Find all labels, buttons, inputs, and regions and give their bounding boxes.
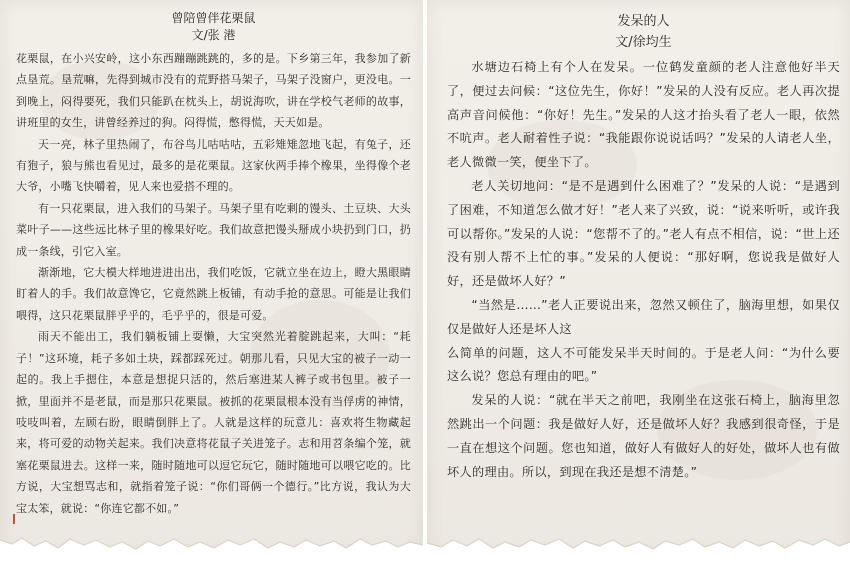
article-title: 发呆的人 [617,14,670,29]
paragraph: 雨天不能出工，我们躺板铺上耍懒，大宝突然光着腚跳起来，大叫：“耗子！”这环境，耗子多如土块，踩都踩死过。朝那儿看，只见大宝的被子一动一起的。我上手摁住，本意是想捉只活的，然后塞进某人裤子或书包里。被子一掀，里面并不是老鼠，而是那只花栗鼠。被抓的花栗鼠根本没有当俘虏的神情，吱吱叫着，左顾右盼，眼睛倒胖上了。人就是这样的玩意儿：喜欢将生物藏起来，将可爱的动物关起来。我们决意将花鼠子关进笼子。志和用苕条编个笼，就塞花栗鼠进去。这样一来，随时随地可以逗它玩它，随时随地可以喂它吃的。比方说，大宝想骂志和，就指着笼子说：“你们哥俩一个德行。”比方说，我认为大宝太笨，就说：“你连它都不如。” [16,330,411,515]
article-title: 曾陪曾伴花栗鼠 [171,11,256,25]
paragraph: 花栗鼠，在小兴安岭，这小东西蹦蹦跳跳的，多的是。下乡第三年，我参加了新点垦荒。垦荒嘛，先得到城市没有的荒野搭马架子，马架子没窗户，更没电。一到晚上，闷得要死，我们只能趴在枕头上，胡说海吹，讲在学校气老师的故事，讲班里的女生，讲曾经养过的狗。闷得慌，憋得慌，天天如是。 [16,52,411,130]
paragraph: 天一亮，林子里热闹了，布谷鸟儿咕咕咕，五彩雉雉忽地飞起，有兔子，还有狍子，狼与熊也看见过，最多的是花栗鼠。这家伙两手捧个橡果，坐得像个老大爷，小嘴飞快嚼着，见人来也爱搭不理的。 [16,137,411,194]
paragraph: 有一只花栗鼠，进入我们的马架子。马架子里有吃剩的馒头、土豆块、大头菜叶子——这些远比林子里的橡果好吃。我们故意把馒头掰成小块扔到门口，扔成一条线，引它入室。 [16,201,411,258]
paragraph: 么简单的问题，这人不可能发呆半天时间的。于是老人问：“为什么要这么说？您总有理由的吧。” [447,345,840,384]
left-page [0,0,423,560]
right-page [427,0,850,560]
paragraph: 渐渐地，它大模大样地进进出出，我们吃饭，它就立坐在边上，瞪大黑眼睛盯着人的手。我们故意馋它，它竟然跳上板铺，有动手抢的意思。可能是让我们喂得，这只花栗鼠胖乎乎的，毛乎乎的，很是可爱。 [16,266,411,322]
red-mark [13,514,15,524]
article-author: 文/徐均生 [615,35,672,50]
paragraph: “当然是……”老人正要说出来，忽然又顿住了，脑海里想，如果仅仅是做好人还是坏人这 [447,297,840,336]
right-article [447,12,840,484]
article-author: 文/张 港 [191,28,236,42]
paragraph: 老人关切地问：“是不是遇到什么困难了？”发呆的人说：“是遇到了困难，不知道怎么做才好！”老人来了兴致，说：“说来听听，或许我可以帮你。”发呆的人说：“您帮不了的。”老人有点不相信，说：“世上还没有别人帮不上忙的事。”发呆的人便说：“那好啊，您说我是做好人好，还是做坏人好？” [447,178,840,289]
paragraph: 水塘边石椅上有个人在发呆。一位鹤发童颜的老人注意他好半天了，便过去问候：“这位先生，你好！”发呆的人没有反应。老人再次提高声音问候他：“你好！先生。”发呆的人这才抬头看了老人一眼，依然不吭声。老人耐着性子说：“我能跟你说说话吗？”发呆的人请老人坐，老人微微一笑，便坐下了。 [447,60,840,170]
paragraph: 发呆的人说：“就在半天之前吧，我刚坐在这张石椅上，脑海里忽然跳出一个问题：我是做好人好，还是做坏人好？我感到很奇怪，于是一直在想这个问题。您也知道，做好人有做好人的好处，做坏人也有做坏人的理由。所以，到现在我还是想不清楚。” [447,393,840,479]
torn-edge [0,526,423,560]
torn-edge [427,526,850,560]
left-article [16,10,411,519]
